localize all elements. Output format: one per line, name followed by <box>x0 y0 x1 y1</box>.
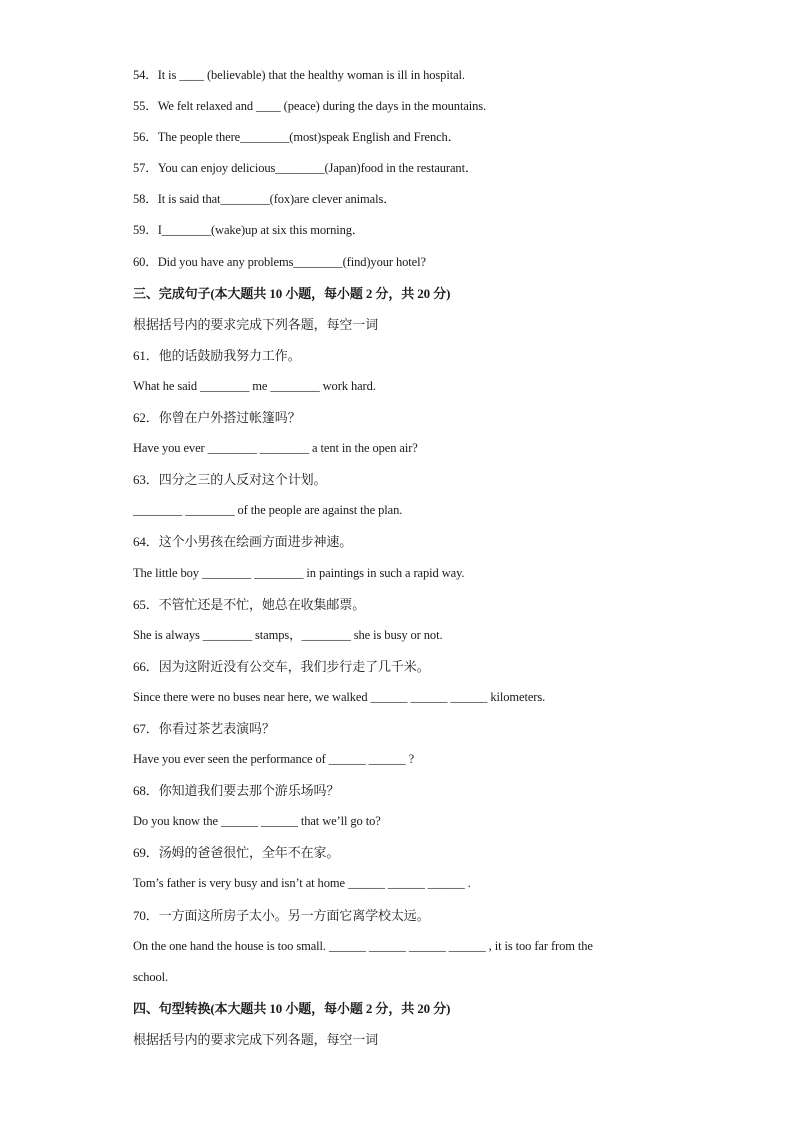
question-63-prompt: 63．四分之三的人反对这个计划。 <box>133 472 327 488</box>
question-60: 60．Did you have any problems________(find)your hotel? <box>133 254 426 269</box>
question-56: 56．The people there________(most)speak English and French． <box>133 130 461 145</box>
question-70-prompt: 70．一方面这所房子太小。另一方面它离学校太远。 <box>133 907 430 923</box>
question-65-sentence: She is always ________ stamps，________ she is busy or not. <box>133 627 443 642</box>
question-62-sentence: Have you ever ________ ________ a tent in the open air? <box>133 441 418 456</box>
worksheet-page <box>133 60 693 1055</box>
question-64-sentence: The little boy ________ ________ in paintings in such a rapid way. <box>133 565 465 580</box>
question-68-sentence: Do you know the ______ ______ that we’ll go to? <box>133 814 381 829</box>
section-3-heading: 三、完成句子(本大题共 10 小题，每小题 2 分，共 20 分) <box>133 285 451 301</box>
question-64-prompt: 64．这个小男孩在绘画方面进步神速。 <box>133 534 353 550</box>
question-66-prompt: 66．因为这附近没有公交车，我们步行走了几千米。 <box>133 658 430 674</box>
question-55: 55．We felt relaxed and ____ (peace) during the days in the mountains. <box>133 99 487 114</box>
question-68-prompt: 68．你知道我们要去那个游乐场吗？ <box>133 783 340 799</box>
question-54: 54．It is ____ (believable) that the healthy woman is ill in hospital. <box>133 68 465 82</box>
section-3-instruction: 根据括号内的要求完成下列各题，每空一词 <box>133 316 379 332</box>
question-59: 59．I________(wake)up at six this morning． <box>133 223 365 238</box>
question-61-sentence: What he said ________ me ________ work hard. <box>133 378 376 393</box>
question-65-prompt: 65．不管忙还是不忙，她总在收集邮票。 <box>133 596 366 612</box>
question-70-sentence: On the one hand the house is too small. ______ ______ ______ ______ , it is too far from the <box>133 938 593 953</box>
question-61-prompt: 61．他的话鼓励我努力工作。 <box>133 347 301 363</box>
question-66-sentence: Since there were no buses near here, we walked ______ ______ ______ kilometers. <box>133 689 546 704</box>
section-4-instruction: 根据括号内的要求完成下列各题，每空一词 <box>133 1031 379 1047</box>
question-63-sentence: ________ ________ of the people are against the plan. <box>133 503 403 518</box>
section-4-heading: 四、句型转换(本大题共 10 小题，每小题 2 分，共 20 分) <box>133 1000 451 1016</box>
question-62-prompt: 62．你曾在户外搭过帐篷吗？ <box>133 410 301 426</box>
question-57: 57．You can enjoy delicious________(Japan)food in the restaurant． <box>133 161 478 176</box>
question-70-sentence-continued: school. <box>133 969 169 984</box>
question-69-sentence: Tom’s father is very busy and isn’t at home ______ ______ ______ . <box>133 876 471 891</box>
question-67-prompt: 67．你看过茶艺表演吗？ <box>133 720 275 736</box>
question-67-sentence: Have you ever seen the performance of ______ ______ ? <box>133 752 415 767</box>
question-69-prompt: 69．汤姆的爸爸很忙，全年不在家。 <box>133 845 340 861</box>
question-58: 58．It is said that________(fox)are clever animals． <box>133 192 396 207</box>
